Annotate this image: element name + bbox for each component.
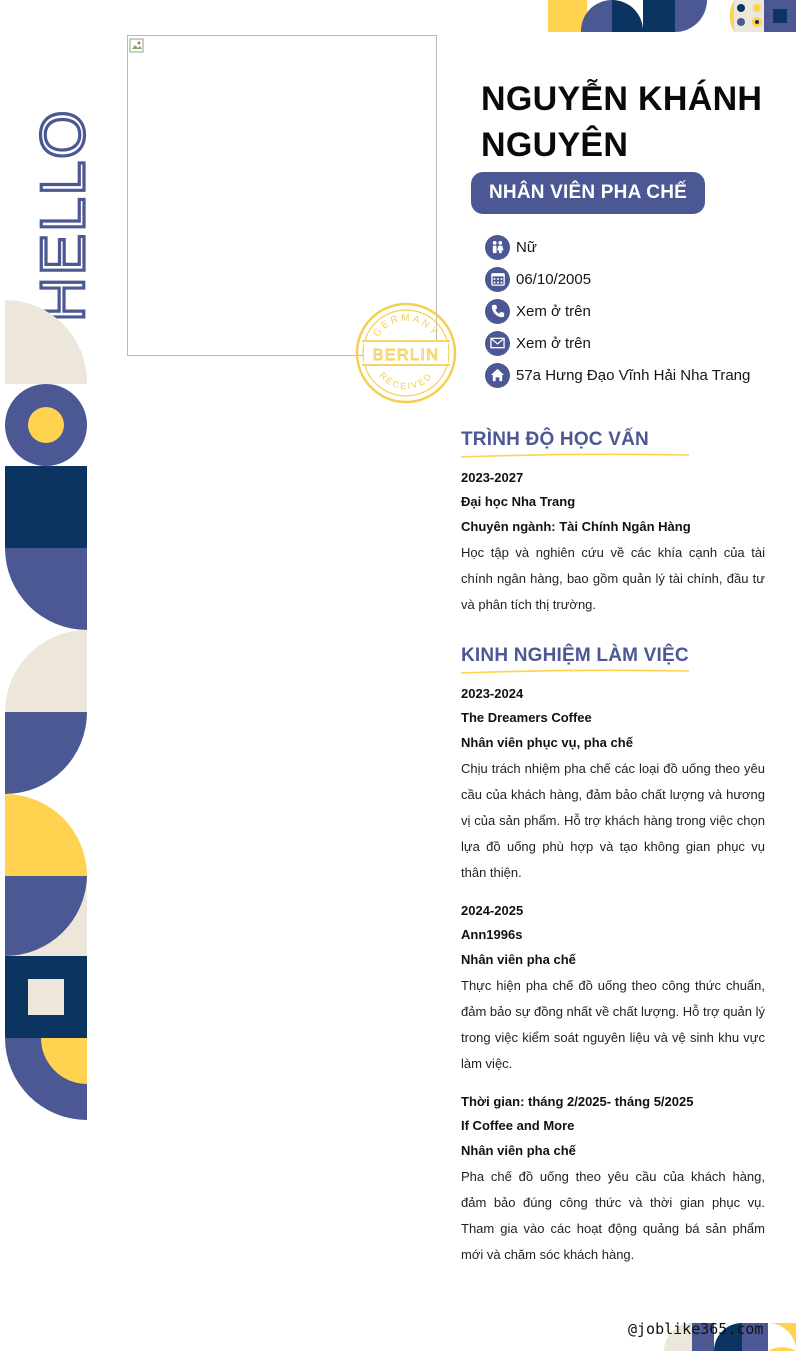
stamp-middle-text: BERLIN [372,347,440,364]
experience-role: Nhân viên pha chế [461,952,576,967]
hello-label: HELLO [29,108,98,322]
experience-date: Thời gian: tháng 2/2025- tháng 5/2025 [461,1094,694,1109]
contact-email [485,330,785,356]
contact-birthday [485,266,785,292]
mail-icon [485,331,510,356]
top-decoration [548,0,796,32]
education-school: Đại học Nha Trang [461,494,576,509]
experience-date: 2023-2024 [461,686,524,701]
experience-item [461,682,765,886]
experience-company: The Dreamers Coffee [461,710,592,725]
address-value: 57a Hưng Đạo Vĩnh Hải Nha Trang [516,366,751,384]
footer-credit: @joblike365.com [628,1320,764,1338]
email-value: Xem ở trên [516,334,591,352]
contact-address [485,362,785,388]
phone-value: Xem ở trên [516,302,591,320]
phone-icon [485,299,510,324]
experience-company: If Coffee and More [461,1118,575,1133]
gender-icon [485,235,510,260]
education-title: TRÌNH ĐỘ HỌC VẤN [461,429,649,450]
contact-phone [485,298,785,324]
experience-description: Pha chế đồ uống theo yêu cầu của khách hàng, đảm bảo đúng công thức và thời gian phục vụ. Tham gia vào các hoạt động quảng bá sản phẩm mới và chăm sóc khách hàng. [461,1169,765,1262]
experience-role: Nhân viên phục vụ, pha chế [461,735,633,750]
experience-title: KINH NGHIỆM LÀM VIỆC [461,645,689,666]
gender-value: Nữ [516,238,537,256]
education-item [461,466,765,618]
position-badge: NHÂN VIÊN PHA CHẾ [471,172,705,214]
candidate-name: NGUYỄN KHÁNH NGUYÊN [481,80,763,164]
left-decoration [5,300,87,1120]
experience-underline [461,668,689,676]
stamp-top-text: GERMANY [371,312,441,340]
education-underline [461,452,689,460]
experience-company: Ann1996s [461,927,523,942]
birthday-value: 06/10/2005 [516,270,592,288]
svg-text:RECEIVED [377,370,434,391]
broken-image-icon [129,38,145,54]
education-date: 2023-2027 [461,470,524,485]
stamp-bottom-text: RECEIVED [377,370,435,392]
experience-description: Thực hiện pha chế đồ uống theo công thức chuẩn, đảm bảo sự đồng nhất về chất lượng. Hỗ trợ quản lý trong việc kiểm soát nguyên liệu và vệ sinh khu vực làm việc. [461,978,766,1071]
home-icon [485,363,510,388]
education-description: Học tập và nghiên cứu về các khía cạnh của tài chính ngân hàng, bao gồm quản lý tài chính, đầu tư và phân tích thị trường. [461,545,765,612]
experience-role: Nhân viên pha chế [461,1143,576,1158]
calendar-icon [485,267,510,292]
experience-description: Chịu trách nhiệm pha chế các loại đồ uống theo yêu cầu của khách hàng, đảm bảo chất lượng và hương vị của sản phẩm. Hỗ trợ khách hàng trong việc chọn lựa đồ uống phù hợp và tạo không gian phục vụ thân thiện. [461,761,765,880]
hello-text [22,60,102,322]
experience-item [461,1090,765,1268]
contact-gender [485,234,785,260]
experience-item [461,899,765,1077]
experience-date: 2024-2025 [461,903,524,918]
education-major: Chuyên ngành: Tài Chính Ngân Hàng [461,519,691,534]
berlin-stamp [354,301,458,405]
